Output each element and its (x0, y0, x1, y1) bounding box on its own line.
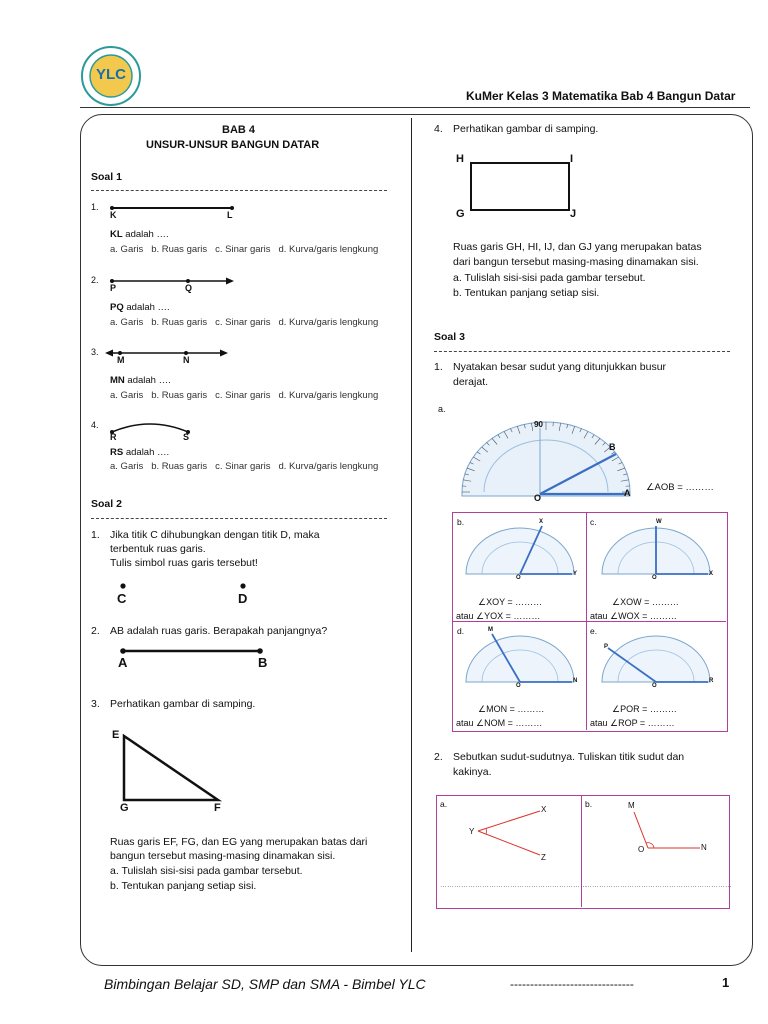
description-text: bangun tersebut masing-masing dinamakan sisi. (110, 850, 336, 862)
point-label: B (609, 442, 616, 452)
figure-label: c. (590, 517, 597, 527)
point-label: W (656, 519, 662, 525)
angle-answer: ∠POR = ……… (612, 704, 677, 714)
point-label: D (238, 591, 248, 606)
subquestion-a: a. Tulislah sisi-sisi pada gambar tersebut. (453, 272, 646, 284)
question-text: kakinya. (453, 766, 492, 778)
protractor-e (596, 628, 716, 688)
point-label: Q (185, 283, 193, 293)
figure-label: b. (457, 517, 465, 527)
points-cd (115, 582, 255, 590)
point-label: G (456, 208, 465, 220)
point-label: K (110, 210, 117, 220)
soal1-heading: Soal 1 (91, 171, 122, 183)
question-text: derajat. (453, 376, 489, 388)
curve-rs (108, 420, 194, 436)
segment-ab (118, 646, 268, 656)
subquestion-b: b. Tentukan panjang setiap sisi. (110, 880, 257, 892)
point-label: X (541, 805, 547, 814)
header-rule (80, 107, 750, 108)
question-number: 1. (434, 361, 443, 373)
ray-pq (108, 275, 238, 287)
footer-dashes: ------------------------------- (510, 977, 634, 991)
angle-answer: ∠XOW = ……… (612, 597, 679, 607)
point-label: X (709, 571, 714, 577)
figure-label: e. (590, 626, 598, 636)
point-label: M (488, 627, 493, 633)
point-label: Z (541, 853, 546, 862)
answer-blank: ……………………………………………………… (440, 882, 587, 889)
point-label: A (118, 655, 128, 670)
item-number: 4. (91, 420, 99, 430)
point-label: O (534, 493, 542, 503)
soal3-divider (434, 351, 730, 352)
protractor-a-svg (456, 414, 636, 504)
point-label: C (117, 591, 127, 606)
question-text: Jika titik C dihubungkan dengan titik D, maka (110, 529, 320, 541)
point-label: N (183, 355, 190, 365)
logo-text: YLC (96, 66, 126, 83)
point-label: F (214, 802, 221, 814)
angle-answer: atau ∠YOX = ……… (456, 611, 541, 621)
question-number: 3. (91, 698, 100, 710)
point-label: Y (469, 827, 475, 836)
soal2-divider (91, 518, 387, 519)
header-title: KuMer Kelas 3 Matematika Bab 4 Bangun Datar (466, 89, 736, 103)
point-label: Y (573, 571, 578, 577)
description-text: dari bangun tersebut masing-masing dinamakan sisi. (453, 256, 699, 268)
protractor-a (456, 414, 636, 504)
subquestion-a: a. Tulislah sisi-sisi pada gambar tersebut. (110, 865, 303, 877)
options-row: a. Garis b. Ruas garis c. Sinar garis d. Kurva/garis lengkung (110, 317, 379, 328)
question-text: PQ adalah …. (110, 302, 170, 313)
point-label: O (516, 575, 521, 581)
item-number: 1. (91, 202, 99, 212)
question-text: RS adalah …. (110, 447, 170, 458)
soal1-divider (91, 190, 387, 191)
protractor-d (460, 628, 580, 688)
question-number: 2. (434, 751, 443, 763)
soal2-heading: Soal 2 (91, 498, 122, 510)
column-divider (411, 118, 412, 952)
point-label: S (183, 432, 190, 442)
point-label: J (570, 208, 577, 220)
question-text: Nyatakan besar sudut yang ditunjukkan busur (453, 361, 667, 373)
options-row: a. Garis b. Ruas garis c. Sinar garis d. Kurva/garis lengkung (110, 244, 379, 255)
options-row: a. Garis b. Ruas garis c. Sinar garis d. Kurva/garis lengkung (110, 390, 379, 401)
question-number: 4. (434, 123, 443, 135)
point-label: O (638, 845, 645, 854)
logo (80, 45, 142, 107)
point-label: O (652, 683, 657, 689)
angle-xyz (470, 805, 550, 860)
angle-answer: atau ∠ROP = ……… (590, 718, 675, 728)
item-number: 2. (91, 275, 99, 285)
figure-label: b. (585, 799, 593, 809)
question-text: Tulis simbol ruas garis tersebut! (110, 557, 258, 569)
description-text: Ruas garis EF, FG, dan EG yang merupakan batas dari (110, 836, 368, 848)
angle-answer: ∠MON = ……… (478, 704, 545, 714)
point-label: A (624, 488, 631, 498)
point-label: L (227, 210, 233, 220)
question-number: 1. (91, 529, 100, 541)
description-text: Ruas garis GH, HI, IJ, dan GJ yang merupakan batas (453, 241, 702, 253)
angle-answer: atau ∠NOM = ……… (456, 718, 543, 728)
answer-blank: ……………………………………………………… (585, 882, 732, 889)
point-label: G (120, 802, 129, 814)
point-label: E (112, 729, 120, 741)
triangle-efg (118, 732, 228, 804)
question-text: Perhatikan gambar di samping. (110, 698, 256, 710)
rectangle-ghij (470, 162, 570, 211)
point-label: P (110, 283, 117, 293)
figure-label: d. (457, 626, 465, 636)
question-text: Perhatikan gambar di samping. (453, 123, 599, 135)
point-label: O (516, 683, 521, 689)
point-label: M (117, 355, 125, 365)
protractor-c (596, 520, 716, 580)
question-text: MN adalah …. (110, 375, 171, 386)
angle-answer: ∠AOB = ……… (646, 482, 714, 493)
point-label: P (604, 644, 609, 650)
point-label: R (110, 432, 117, 442)
subquestion-b: b. Tentukan panjang setiap sisi. (453, 287, 600, 299)
point-label: O (652, 575, 657, 581)
point-label: N (573, 678, 578, 684)
point-label: H (456, 153, 464, 165)
segment-kl (108, 202, 238, 214)
point-label: N (701, 843, 707, 852)
point-label: R (709, 678, 714, 684)
bab-number: BAB 4 (222, 124, 256, 136)
point-label: B (258, 655, 268, 670)
angle-answer: ∠XOY = ……… (478, 597, 543, 607)
figure-label: a. (440, 799, 448, 809)
protractor-b (460, 520, 580, 580)
bab-title: UNSUR-UNSUR BANGUN DATAR (146, 139, 320, 151)
options-row: a. Garis b. Ruas garis c. Sinar garis d. Kurva/garis lengkung (110, 461, 379, 472)
question-text: AB adalah ruas garis. Berapakah panjangnya? (110, 625, 328, 637)
question-text: terbentuk ruas garis. (110, 543, 206, 555)
question-text: KL adalah …. (110, 229, 169, 240)
figure-label: a. (438, 404, 446, 414)
question-text: Sebutkan sudut-sudutnya. Tuliskan titik sudut dan (453, 751, 685, 763)
soal3-heading: Soal 3 (434, 331, 465, 343)
angle-answer: atau ∠WOX = ……… (590, 611, 677, 621)
point-label: M (628, 801, 635, 810)
question-number: 2. (91, 625, 100, 637)
protractor-top-label: 90 (534, 420, 543, 429)
item-number: 3. (91, 347, 99, 357)
point-label: X (539, 519, 544, 525)
page-number: 1 (722, 975, 730, 990)
point-label: I (570, 153, 574, 165)
footer-text: Bimbingan Belajar SD, SMP dan SMA - Bimbel YLC (104, 976, 426, 992)
